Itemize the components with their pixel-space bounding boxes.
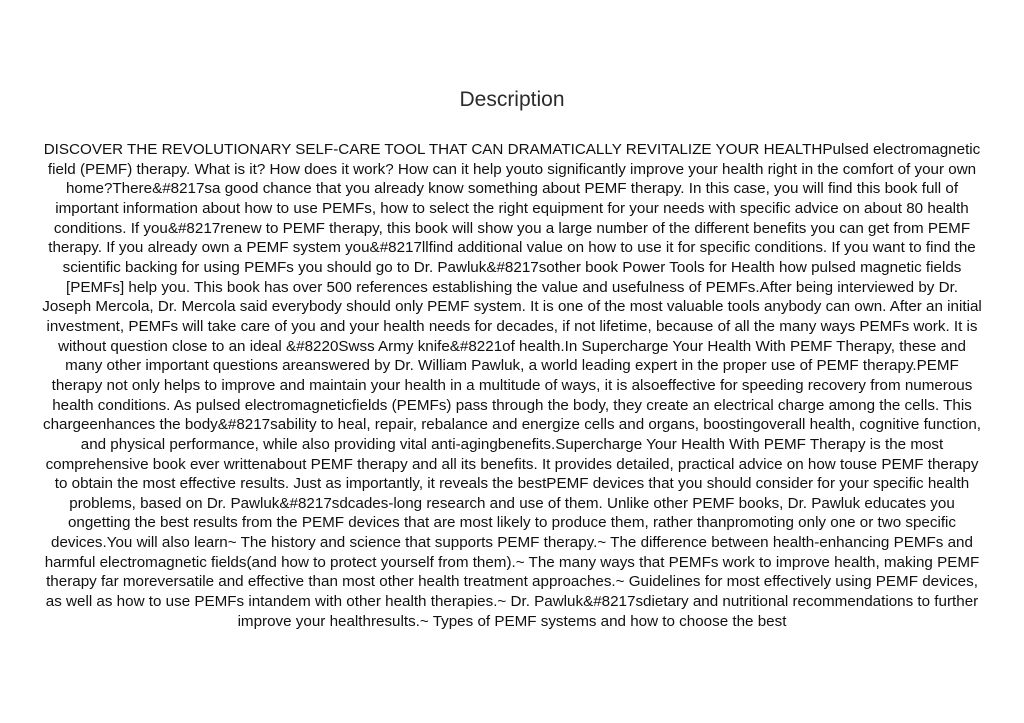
document-title: Description bbox=[459, 88, 565, 111]
description-text: DISCOVER THE REVOLUTIONARY SELF-CARE TOOL THAT CAN DRAMATICALLY REVITALIZE YOUR HEALTHPulsed electromagnetic field (PEMF) therapy. What is it? How does it work? How can it help youto significantly improve your health right in the comfort of your own home?There&#8217sa good chance that you already know something about PEMF therapy. In this case, you will find this book full of important information about how to use PEMFs, how to select the right equipment for your needs with specific advice on about 80 health conditions. If you&#8217renew to PEMF therapy, this book will show you a large number of the different benefits you can get from PEMF therapy. If you already own a PEMF system you&#8217llfind additional value on how to use it for specific conditions. If you want to find the scientific backing for using PEMFs you should go to Dr. Pawluk&#8217sother book Power Tools for Health how pulsed magnetic fields [PEMFs] help you. This book has over 500 references establishing the value and usefulness of PEMFs.After being interviewed by Dr. Joseph Mercola, Dr. Mercola said everybody should only PEMF system. It is one of the most valuable tools anybody can own. After an initial investment, PEMFs will take care of you and your health needs for decades, if not lifetime, because of all the many ways PEMFs work. It is without question close to an ideal &#8220Swss Army knife&#8221of health.In Supercharge Your Health With PEMF Therapy, these and many other important questions areanswered by Dr. William Pawluk, a world leading expert in the proper use of PEMF therapy.PEMF therapy not only helps to improve and maintain your health in a multitude of ways, it is alsoeffective for speeding recovery from numerous health conditions. As pulsed electromagneticfields (PEMFs) pass through the body, they create an electrical charge among the cells. This chargeenhances the body&#8217sability to heal, repair, rebalance and energize cells and organs, boostingoverall health, cognitive function, and physical performance, while also providing vital anti-agingbenefits.Supercharge Your Health With PEMF Therapy is the most comprehensive book ever writtenabout PEMF therapy and all its benefits. It provides detailed, practical advice on how touse PEMF therapy to obtain the most effective results. Just as importantly, it reveals the bestPEMF devices that you should consider for your specific health problems, based on Dr. Pawluk&#8217sdcades-long research and use of them. Unlike other PEMF books, Dr. Pawluk educates you ongetting the best results from the PEMF devices that are most likely to produce them, rather thanpromoting only one or two specific devices.You will also learn~ The history and science that supports PEMF therapy.~ The difference between health-enhancing PEMFs and harmful electromagnetic fields(and how to protect yourself from them).~ The many ways that PEMFs work to improve health, making PEMF therapy far moreversatile and effective than most other health treatment approaches.~ Guidelines for most effectively using PEMF devices, as well as how to use PEMFs intandem with other health therapies.~ Dr. Pawluk&#8217sdietary and nutritional recommendations to further improve your healthresults.~ Types of PEMF systems and how to choose the best bbox=[42, 141, 982, 630]
